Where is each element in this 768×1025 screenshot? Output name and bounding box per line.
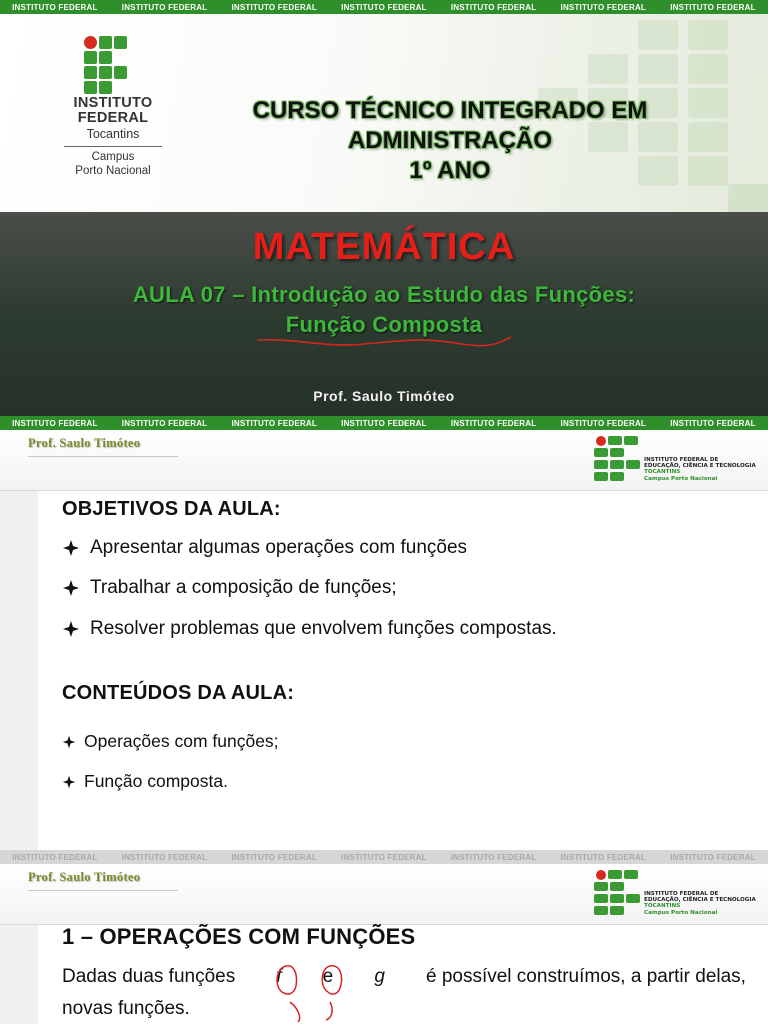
lesson-title: AULA 07 – Introdução ao Estudo das Funções: Função Composta xyxy=(132,282,636,337)
if-logo xyxy=(58,36,168,196)
if-small-logo: INSTITUTO FEDERAL DE EDUCAÇÃO, CIÊNCIA E TECNOLOGIA TOCANTINS Campus Porto Nacional xyxy=(594,870,768,920)
section-paragraph: Dadas duas funções f e g é possível construímos, a partir delas, novas funções. xyxy=(62,961,746,1025)
objective-item: Apresentar algumas operações com funções xyxy=(62,537,467,559)
function-f: f xyxy=(276,966,282,987)
top-strip xyxy=(0,0,768,14)
function-g: g xyxy=(374,966,385,987)
course-title: CURSO TÉCNICO INTEGRADO EM ADMINISTRAÇÃO 1º ANO xyxy=(252,97,648,184)
objective-item: Trabalhar a composição de funções; xyxy=(62,577,397,599)
title-slide-body xyxy=(0,212,768,416)
if-logo-icon xyxy=(84,36,140,98)
logo-state: Tocantins xyxy=(86,127,140,141)
strip-label: INSTITUTO FEDERAL xyxy=(121,2,208,12)
section-title: 1 – OPERAÇÕES COM FUNÇÕES xyxy=(62,924,416,949)
strip-label: INSTITUTO FEDERAL xyxy=(231,2,317,12)
header-professor: Prof. Saulo Timóteo xyxy=(28,436,141,450)
subject-title: MATEMÁTICA xyxy=(252,226,516,268)
if-logo-icon xyxy=(594,870,642,918)
strip-label: INSTITUTO FEDERAL xyxy=(670,2,756,12)
strip-label: INSTITUTO FEDERAL xyxy=(560,2,647,12)
strip-label: INSTITUTO FEDERAL xyxy=(450,2,537,12)
diamond-bullet-icon xyxy=(62,539,80,557)
slide-header xyxy=(0,864,768,925)
handwritten-circle-icon xyxy=(268,962,348,1024)
content-item: Função composta. xyxy=(62,771,228,792)
diamond-bullet-icon xyxy=(62,775,76,789)
middle-strip: INSTITUTO FEDERAL INSTITUTO FEDERAL INSTITUTO FEDERAL INSTITUTO FEDERAL INSTITUTO FEDERAL INSTITUTO FEDERAL INSTITUTO FEDERAL xyxy=(0,416,768,430)
logo-divider xyxy=(64,146,162,147)
content-item: Operações com funções; xyxy=(62,731,279,752)
logo-name: INSTITUTO FEDERAL xyxy=(73,95,153,126)
strip-label: INSTITUTO FEDERAL xyxy=(12,2,98,12)
diamond-bullet-icon xyxy=(62,579,80,597)
diamond-bullet-icon xyxy=(62,735,76,749)
header-professor: Prof. Saulo Timóteo xyxy=(28,870,141,884)
if-small-logo: INSTITUTO FEDERAL DE EDUCAÇÃO, CIÊNCIA E TECNOLOGIA TOCANTINS Campus Porto Nacional xyxy=(594,436,768,486)
objectives-title: OBJETIVOS DA AULA: xyxy=(62,498,281,520)
if-logo-icon xyxy=(594,436,642,484)
logo-campus: Campus Porto Nacional xyxy=(75,151,151,177)
contents-title: CONTEÚDOS DA AULA: xyxy=(62,682,295,704)
handwritten-underline-icon xyxy=(255,334,515,350)
objective-item: Resolver problemas que envolvem funções compostas. xyxy=(62,618,557,640)
diamond-bullet-icon xyxy=(62,620,80,638)
professor-name: Prof. Saulo Timóteo xyxy=(313,388,455,404)
strip-label: INSTITUTO FEDERAL xyxy=(341,2,427,12)
slide-header xyxy=(0,430,768,491)
title-slide-header xyxy=(0,14,768,212)
bottom-strip: INSTITUTO FEDERAL INSTITUTO FEDERAL INSTITUTO FEDERAL INSTITUTO FEDERAL INSTITUTO FEDERAL INSTITUTO FEDERAL INSTITUTO FEDERAL xyxy=(0,850,768,864)
